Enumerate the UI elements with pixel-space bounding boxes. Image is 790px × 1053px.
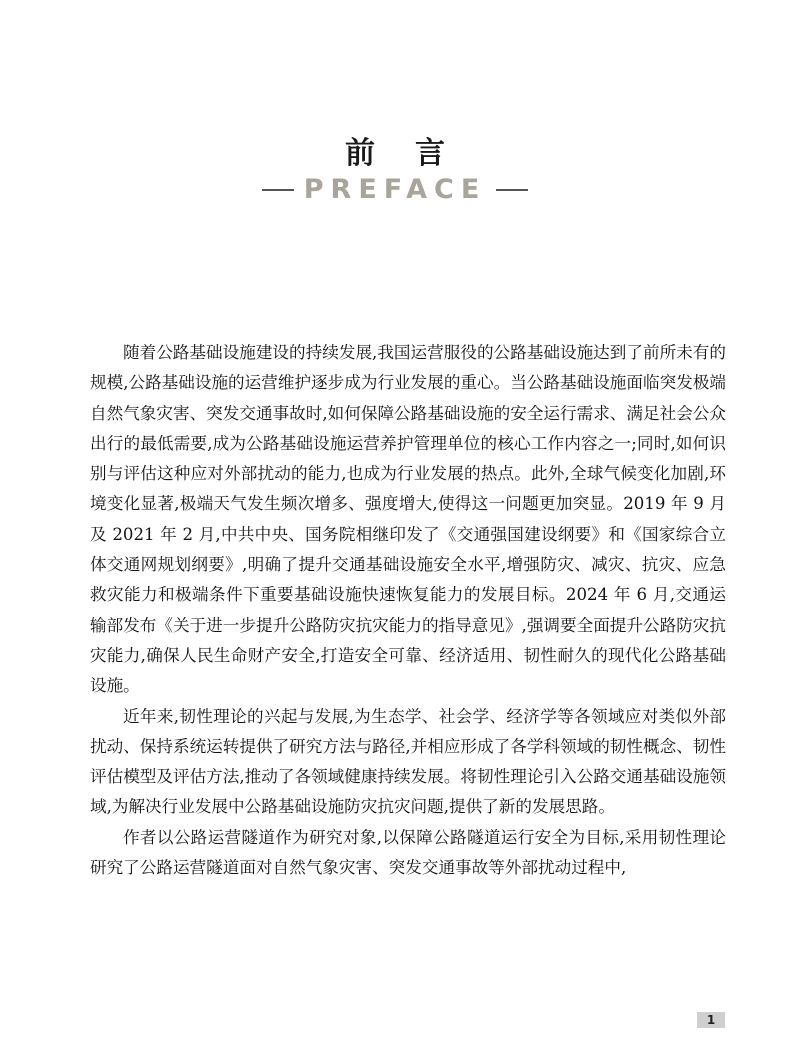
subtitle-block [0,174,790,205]
page-number-label: 1 [706,1013,716,1027]
paragraph-2: 近年来,韧性理论的兴起与发展,为生态学、社会学、经济学等各领域应对类似外部扰动、保持系统运转提供了研究方法与路径,并相应形成了各学科领域的韧性概念、韧性评估模型及评估方法,推动了各领域健康持续发展。将韧性理论引入公路交通基础设施领域,为解决行业发展中公路基础设施防灾抗灾问题,提供了新的发展思路。 [90,706,726,817]
subtitle-right-rule [496,189,528,191]
page-number [697,1012,725,1028]
paragraph-1: 随着公路基础设施建设的持续发展,我国运营服役的公路基础设施达到了前所未有的规模,公路基础设施的运营维护逐步成为行业发展的重心。当公路基础设施面临突发极端自然气象灾害、突发交通事故时,如何保障公路基础设施的安全运行需求、满足社会公众出行的最低需要,成为公路基础设施运营养护管理单位的核心工作内容之一;同时,如何识别与评估这种应对外部扰动的能力,也成为行业发展的热点。此外,全球气候变化加剧,环境变化显著,极端天气发生频次增多、强度增大,使得这一问题更加突显。2019 年 9 月及 2021 年 2 月,中共中央、国务院相继印发了《交通强国建设纲要》和《国家综合立体交通网规划纲要》,明确了提升交通基础设施安全水平,增强防灾、减灾、抗灾、应急救灾能力和极端条件下重要基础设施快速恢复能力的发展目标。2024 年 6 月,交通运输部发布《关于进一步提升公路防灾抗灾能力的指导意见》,强调要全面提升公路防灾抗灾能力,确保人民生命财产安全,打造安全可靠、经济适用、韧性耐久的现代化公路基础设施。 [90,343,726,696]
subtitle-left-rule [262,189,294,191]
paragraph-3: 作者以公路运营隧道作为研究对象,以保障公路隧道运行安全为目标,采用韧性理论研究了公路运营隧道面对自然气象灾害、突发交通事故等外部扰动过程中, [90,827,726,878]
page-title: 前言 [345,136,485,171]
body-text [90,338,726,883]
page-subtitle: PREFACE [303,174,487,205]
